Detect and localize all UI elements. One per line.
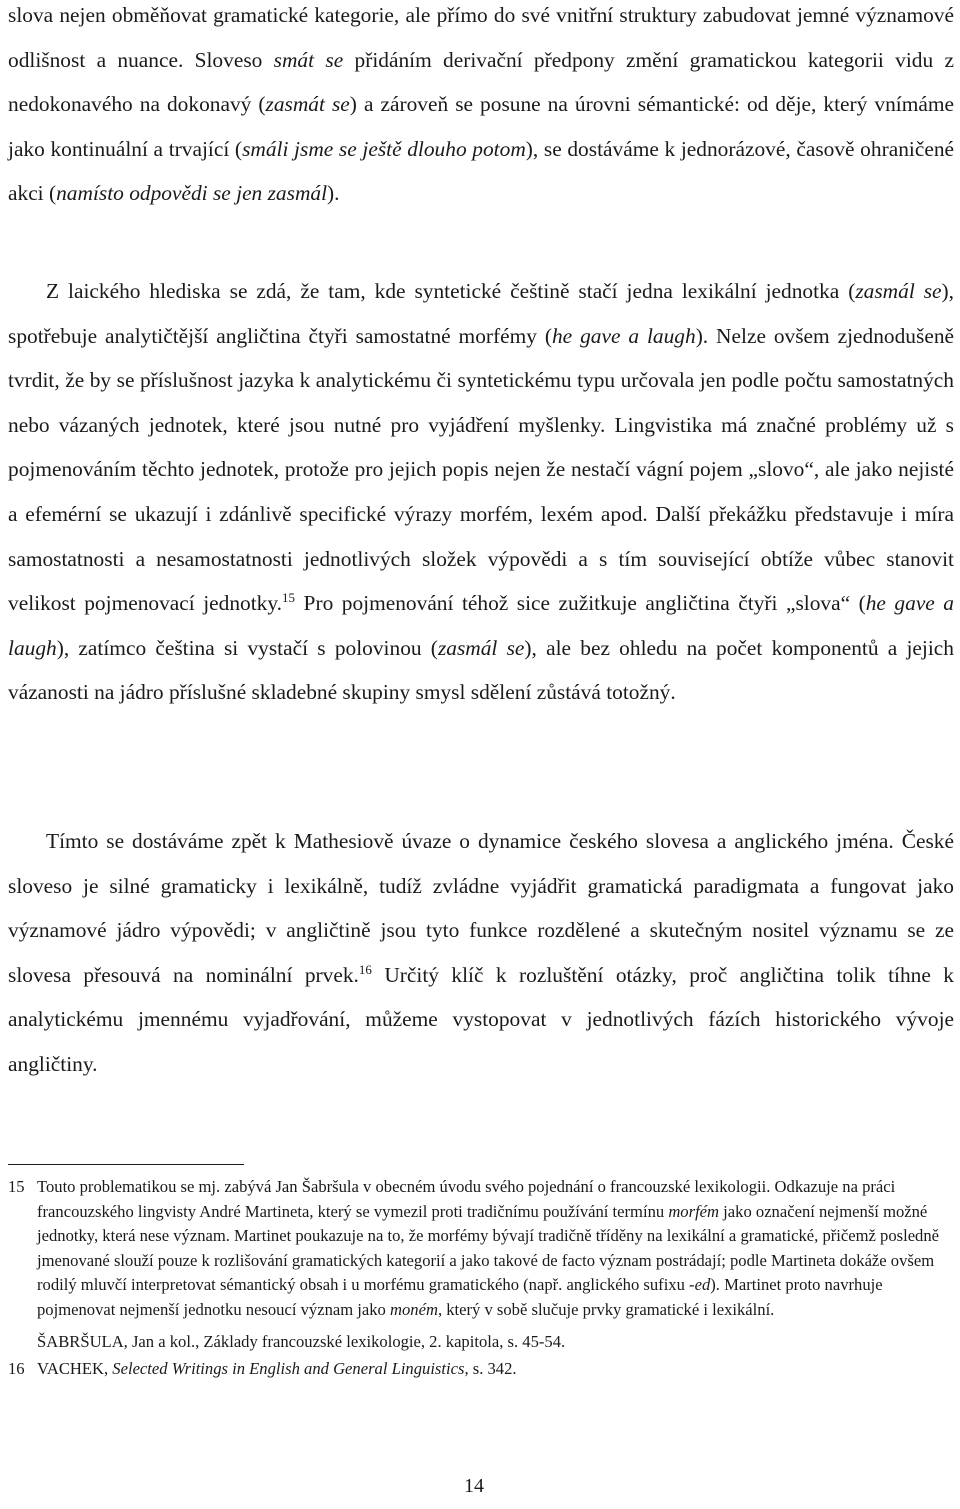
text-run: ), spotřebuje analytičtější angličtina čtyři samostatné morfémy ( (8, 279, 954, 348)
document-page (8, 0, 954, 1509)
text-run: jako označení nejmenší možné jednotky, která nese význam. Martinet poukazuje na to, že morfémy bývají tradičně tříděny na lexikální a gramatické, přičemž posledně jmenované slouží pouze k rozlišování gramatických kategorií a jako takové de facto význam postrádají; podle Martineta dokáže ovšem rodilý mluvčí interpretovat sémantický obsah i u morfému gramatického (např. anglického sufixu (37, 1201, 940, 1295)
italic-term: smát se (273, 47, 344, 72)
page-number: 14 (464, 1475, 484, 1497)
body-paragraph-1 (8, 0, 954, 216)
italic-term: morfém (668, 1201, 720, 1221)
italic-term: -ed (689, 1275, 711, 1295)
text-run: ŠABRŠULA, Jan a kol., Základy francouzské lexikologie, 2. kapitola, s. 45-54. (37, 1331, 566, 1351)
body-paragraph-2 (8, 269, 954, 715)
italic-term: zasmál se (855, 279, 942, 303)
italic-term: zasmát se (265, 92, 350, 117)
text-run: , s. 342. (464, 1359, 517, 1379)
text-run: ), se dostáváme k jednorázové, časově ohraničené akci ( (8, 136, 955, 206)
text-run: přidáním derivační předpony změní gramatickou kategorii vidu z nedokonavého na dokonavý ( (8, 47, 954, 117)
footnote-text (37, 1175, 954, 1323)
text-run: ). Nelze ovšem zjednodušeně tvrdit, že by se příslušnost jazyka k analytickému či syntetickému typu určovala jen podle počtu samostatných nebo vázaných jednotek, které jsou nutné pro vyjádření myšlenky. Lingvistika má značné problémy už s pojmenováním těchto jednotek, protože pro jejich popis nejen že nestačí vágní pojem „slovo“, ale jako nejisté a efemérní se ukazují i zdánlivě specifické výrazy morfém, lexém apod. Další překážku představuje i míra samostatnosti a nesamostatnosti jednotlivých složek výpovědi a s tím související obtíže vůbec stanovit velikost pojmenovací jednotky. (8, 323, 955, 616)
italic-term: Selected Writings in English and General Linguistics (112, 1359, 465, 1379)
italic-term: moném (390, 1299, 438, 1319)
footnote-source (37, 1330, 954, 1355)
italic-term: he gave a laugh (8, 591, 954, 660)
italic-term: namísto odpovědi se jen zasmál (56, 181, 328, 206)
footnote-ref: 16 (358, 961, 372, 977)
footnote-ref: 15 (282, 590, 296, 606)
footnote-source (37, 1357, 954, 1382)
text-run: Touto problematikou se mj. zabývá Jan Šabršula v obecném úvodu svého pojednání o francouzské lexikologii. Odkazuje na práci francouzského lingvisty André Martineta, který se vymezil proti tradičnímu používání termínu (37, 1177, 896, 1221)
text-run: ). Martinet proto navrhuje pojmenovat nejmenší jednotku nesoucí význam jako (37, 1275, 883, 1319)
footnote-body (37, 1175, 954, 1354)
footnotes (8, 1175, 954, 1382)
footnote-separator (8, 1164, 244, 1165)
text-run: ), zatímco čeština si vystačí s polovinou ( (56, 635, 438, 660)
footnote-number: 16 (8, 1359, 25, 1379)
italic-term: smáli jsme se ještě dlouho potom (242, 136, 526, 161)
text-run: VACHEK, (37, 1359, 113, 1379)
text-run: Tímto se dostáváme zpět k Mathesiově úvaze o dynamice českého slovesa a anglického jména. České sloveso je silné gramaticky i lexikálně, tudíž zvládne vyjádřit gramatická paradigmata a fungovat jako významové jádro výpovědi; v angličtině jsou tyto funkce rozdělené a skutečným nositel významu se ze slovesa přesouvá na nominální prvek. (8, 829, 954, 987)
italic-term: zasmál se (437, 635, 525, 660)
footnote-16 (8, 1357, 954, 1382)
text-run: Pro pojmenování téhož sice zužitkuje angličtina čtyři „slova“ ( (295, 591, 866, 616)
text-run: slova nejen obměňovat gramatické kategorie, ale přímo do své vnitřní struktury zabudovat jemné významové odlišnost a nuance. Sloveso (8, 3, 954, 72)
text-run: ). (327, 181, 340, 206)
body-paragraph-3 (8, 819, 954, 1087)
text-run: , který v sobě slučuje prvky gramatické i lexikální. (437, 1299, 775, 1319)
footnote-body (37, 1357, 954, 1382)
footnote-number: 15 (8, 1177, 25, 1196)
text-run: ) a zároveň se posune na úrovni sémantické: od děje, který vnímáme jako kontinuální a trvající ( (8, 92, 954, 161)
text-run: ), ale bez ohledu na počet komponentů a jejich vázanosti na jádro příslušné skladebné skupiny smysl sdělení zůstává totožný. (8, 635, 954, 705)
italic-term: he gave a laugh (551, 323, 696, 348)
text-run: Určitý klíč k rozluštění otázky, proč angličtina tolik tíhne k analytickému jmennému vyjadřování, můžeme vystopovat v jednotlivých fázích historického vývoje angličtiny. (8, 962, 954, 1076)
footnote-15 (8, 1175, 954, 1354)
text-run: Z laického hlediska se zdá, že tam, kde syntetické češtině stačí jedna lexikální jednotka ( (46, 279, 856, 303)
